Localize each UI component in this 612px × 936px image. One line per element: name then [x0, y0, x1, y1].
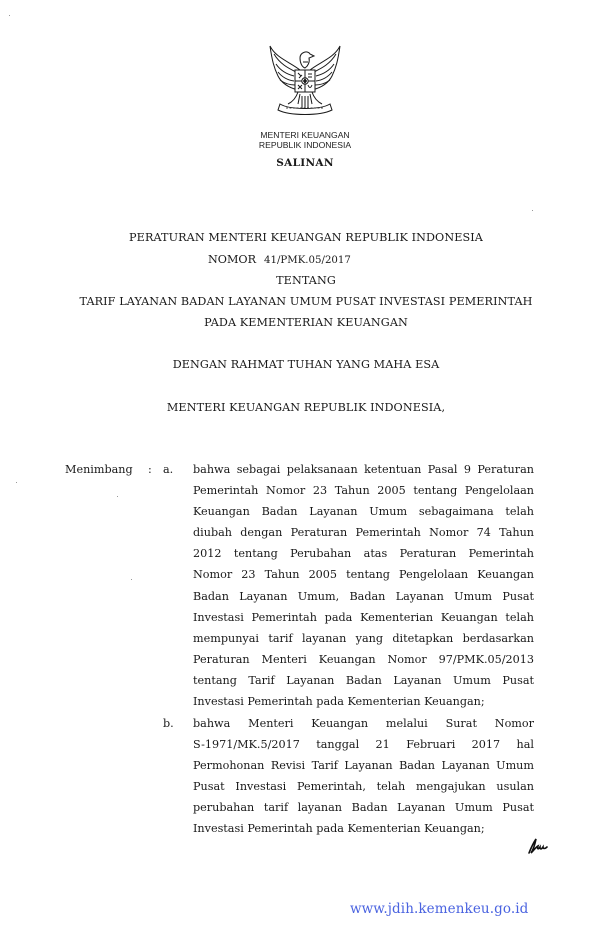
- text-line: mempunyai tarif layanan yang ditetapkan berdasarkan: [193, 631, 534, 645]
- text-line: bahwa Menteri Keuangan melalui Surat Nomor: [193, 717, 534, 730]
- regulation-subject-line2: PADA KEMENTERIAN KEUANGAN: [204, 316, 408, 329]
- scan-speck: [16, 482, 17, 483]
- regulation-subject-line1: TARIF LAYANAN BADAN LAYANAN UMUM PUSAT INVESTASI PEMERINTAH: [79, 295, 533, 308]
- text-line: 2012 tentang Perubahan atas Peraturan Pemerintah: [193, 547, 534, 561]
- text-line: Investasi Pemerintah pada Kementerian Keuangan;: [193, 822, 485, 836]
- authority-statement: MENTERI KEUANGAN REPUBLIK INDONESIA,: [166, 401, 446, 414]
- regulation-number: [208, 253, 351, 266]
- scan-speck: [9, 15, 10, 16]
- consideration-b-text: [193, 713, 534, 840]
- text-line: Investasi Pemerintah pada Kementerian Keuangan;: [193, 695, 485, 709]
- text-line: Badan Layanan Umum, Badan Layanan Umum Pusat: [193, 589, 534, 603]
- invocation: DENGAN RAHMAT TUHAN YANG MAHA ESA: [172, 358, 440, 371]
- text-line: Peraturan Menteri Keuangan Nomor 97/PMK.05/2013: [193, 652, 534, 666]
- text-line: tentang Tarif Layanan Badan Layanan Umum Pusat: [193, 673, 534, 687]
- text-line: S-1971/MK.5/2017 tanggal 21 Februari 2017 hal: [193, 738, 534, 752]
- regulation-title: PERATURAN MENTERI KEUANGAN REPUBLIK INDONESIA: [129, 231, 483, 244]
- menimbang-colon: :: [148, 463, 152, 476]
- ministry-name-line1: MENTERI KEUANGAN: [260, 130, 350, 140]
- text-line: bahwa sebagai pelaksanaan ketentuan Pasal 9 Peraturan: [193, 463, 534, 476]
- text-line: Nomor 23 Tahun 2005 tentang Pengelolaan Keuangan: [193, 568, 534, 582]
- initial-signature-icon: [527, 836, 549, 856]
- scan-speck: [131, 579, 132, 580]
- text-line: Pemerintah Nomor 23 Tahun 2005 tentang Pengelolaan: [193, 484, 534, 498]
- text-line: perubahan tarif layanan Badan Layanan Umum Pusat: [193, 801, 534, 815]
- text-line: Permohonan Revisi Tarif Layanan Badan Layanan Umum: [193, 759, 534, 773]
- item-a-marker: a.: [163, 463, 174, 476]
- tentang-heading: TENTANG: [276, 274, 336, 287]
- garuda-emblem-icon: [262, 40, 348, 130]
- text-line: Pusat Investasi Pemerintah, telah mengajukan usulan: [193, 780, 534, 794]
- text-line: Investasi Pemerintah pada Kementerian Keuangan telah: [193, 610, 534, 624]
- salinan-stamp: SALINAN: [276, 157, 334, 169]
- nomor-label: NOMOR: [208, 253, 257, 266]
- consideration-a-text: [193, 459, 534, 712]
- nomor-value: 41/PMK.05/2017: [264, 255, 351, 266]
- text-line: Keuangan Badan Layanan Umum sebagaimana telah: [193, 505, 534, 519]
- text-line: diubah dengan Peraturan Pemerintah Nomor 74 Tahun: [193, 526, 534, 540]
- scan-speck: [532, 210, 533, 211]
- menimbang-label: Menimbang: [65, 463, 133, 476]
- jdih-website-link[interactable]: www.jdih.kemenkeu.go.id: [350, 901, 529, 917]
- ministry-name-line2: REPUBLIK INDONESIA: [258, 140, 352, 150]
- scan-speck: [117, 496, 118, 497]
- item-b-marker: b.: [163, 717, 174, 730]
